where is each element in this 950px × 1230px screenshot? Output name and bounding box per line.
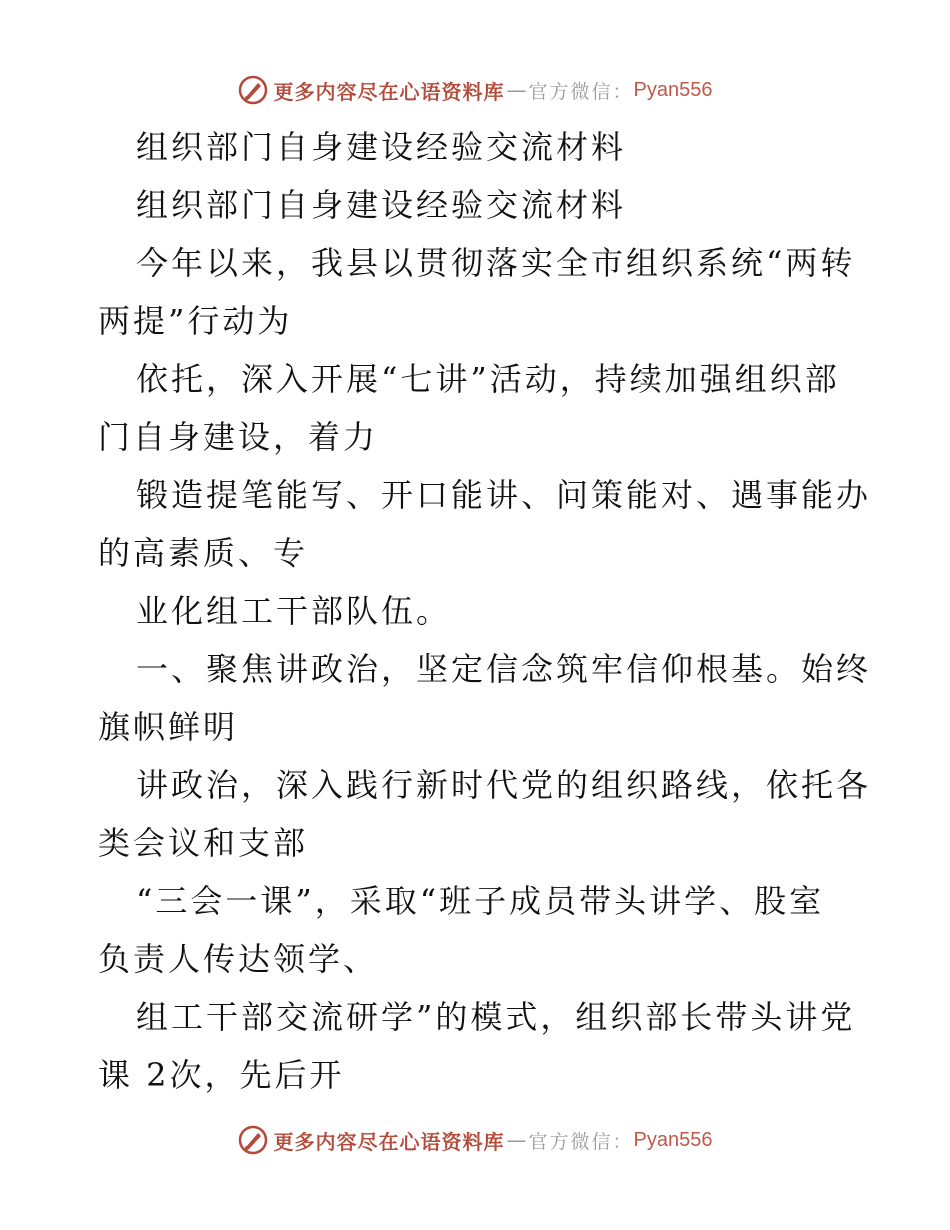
doc-text-line: 负责人传达领学、: [98, 940, 379, 978]
banner-account-label: 官方微信：: [528, 80, 634, 103]
header-banner: [0, 70, 950, 110]
doc-text-line: 业化组工干部队伍。: [136, 592, 452, 630]
doc-text-line: 讲政治，深入践行新时代党的组织路线，依托各: [136, 766, 872, 804]
banner-account-id: Pyan556: [633, 78, 713, 101]
banner-dash: —: [506, 1128, 527, 1152]
doc-title-line: 组织部门自身建设经验交流材料: [136, 186, 627, 224]
doc-text-line: “三会一课”，采取“班子成员带头讲学、股室: [136, 882, 825, 920]
document-body: [98, 118, 872, 1104]
banner-slogan: 更多内容尽在心语资料库: [273, 79, 505, 104]
doc-text-line: 两提”行动为: [98, 302, 293, 340]
doc-text-line: 旗帜鲜明: [98, 708, 239, 746]
doc-text-line: 门自身建设，着力: [98, 418, 379, 456]
banner-account-id: Pyan556: [633, 1128, 713, 1151]
doc-text-line: 组工干部交流研学”的模式，组织部长带头讲党: [136, 998, 856, 1036]
doc-section-heading-line: 一、聚焦讲政治，坚定信念筑牢信仰根基。始终: [136, 650, 872, 688]
banner-dash: —: [506, 78, 527, 102]
doc-text-line: 依托，深入开展“七讲”活动，持续加强组织部: [136, 360, 840, 398]
doc-text-line: 今年以来，我县以贯彻落实全市组织系统“两转: [136, 244, 856, 282]
banner-account-label: 官方微信：: [528, 1130, 634, 1153]
pen-logo-icon: [238, 75, 268, 105]
banner-slogan: 更多内容尽在心语资料库: [273, 1129, 505, 1154]
doc-text-line: 的高素质、专: [98, 534, 309, 572]
doc-text-line: 课 2次，先后开: [98, 1056, 345, 1094]
doc-text-line: 类会议和支部: [98, 824, 309, 862]
pen-logo-icon: [238, 1125, 268, 1155]
doc-title-line: 组织部门自身建设经验交流材料: [136, 128, 627, 166]
footer-banner: [0, 1120, 950, 1160]
doc-text-line: 锻造提笔能写、开口能讲、问策能对、遇事能办: [136, 476, 872, 514]
